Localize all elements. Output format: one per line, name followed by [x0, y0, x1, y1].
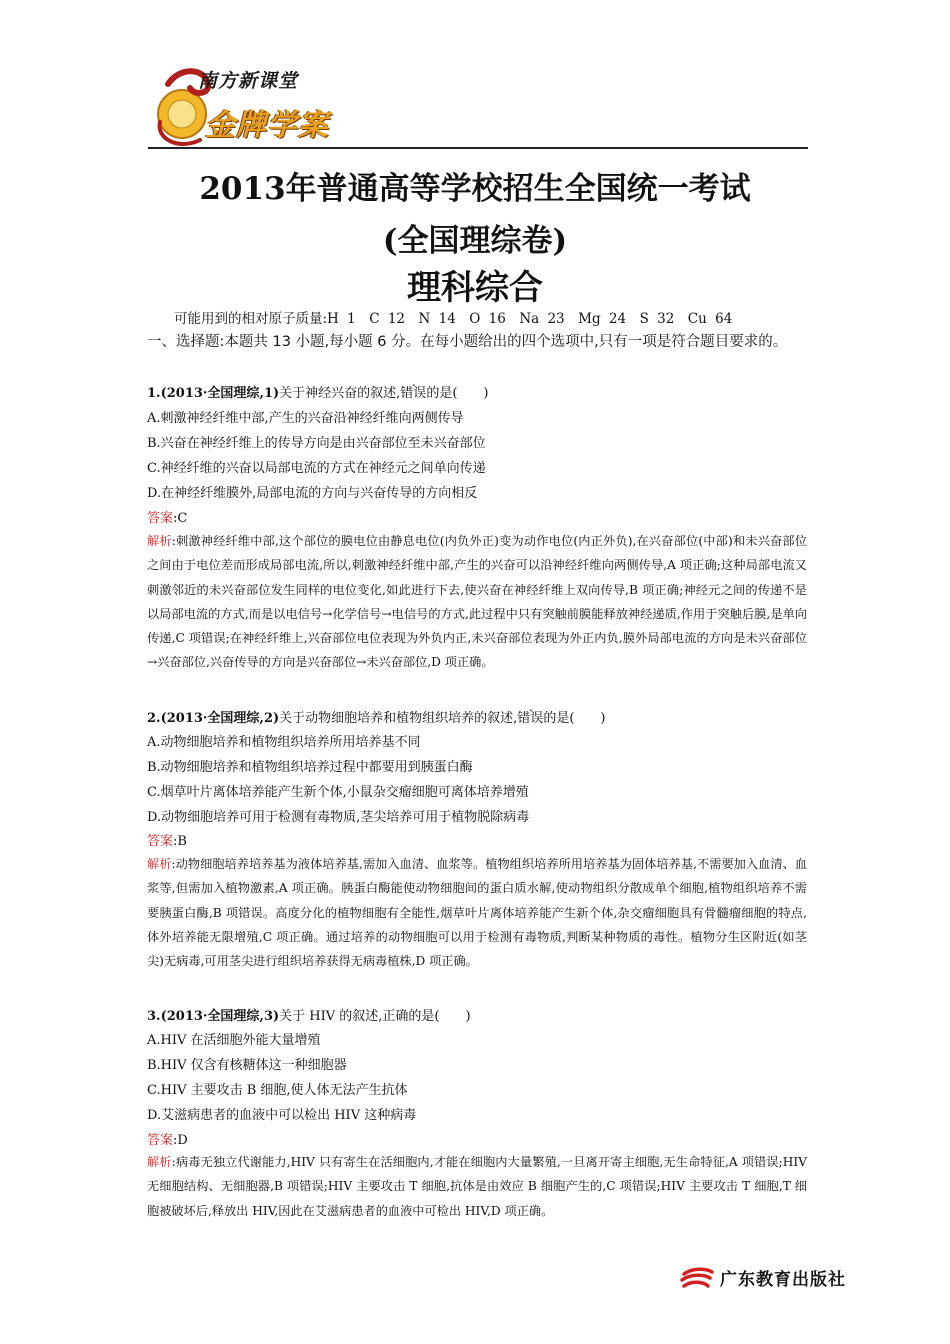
- question-2-answer: 答案:B: [147, 834, 187, 849]
- question-number: 3: [147, 1009, 157, 1024]
- question-2-option-a: A.动物细胞培养和植物组织培养所用培养基不同: [147, 735, 421, 750]
- question-2-option-d: D.动物细胞培养可用于检测有毒物质,茎尖培养可用于植物脱除病毒: [147, 810, 530, 825]
- question-source: .(2013·全国理综,2): [156, 711, 280, 726]
- question-3-option-c: C.HIV 主要攻击 B 细胞,使人体无法产生抗体: [147, 1083, 408, 1098]
- atomic-masses: 可能用到的相对原子质量:H 1 C 12 N 14 O 16 Na 23 Mg 24 S 32 Cu 64: [174, 311, 733, 327]
- header-rule: [148, 147, 808, 149]
- emphasis-dot: 错误: [400, 386, 427, 401]
- question-3-answer: 答案:D: [147, 1133, 188, 1148]
- subject-title: 理科综合: [407, 268, 543, 308]
- question-1-answer: 答案:C: [147, 511, 188, 526]
- publisher-name: 广东教育出版社: [720, 1270, 846, 1290]
- question-1-option-a: A.刺激神经纤维中部,产生的兴奋沿神经纤维向两侧传导: [147, 411, 464, 426]
- question-3-option-b: B.HIV 仅含有核糖体这一种细胞器: [147, 1058, 347, 1073]
- logo-wordmark: 金牌学案: [205, 108, 329, 143]
- question-2-option-b: B.动物细胞培养和植物组织培养过程中都要用到胰蛋白酶: [147, 760, 473, 775]
- logo-subtitle: 南方新课堂: [198, 70, 299, 92]
- section-heading: 一、选择题:本题共 13 小题,每小题 6 分。在每小题给出的四个选项中,只有一项是符合题目要求的。: [147, 334, 788, 350]
- question-number: 1: [147, 386, 157, 401]
- page-subtitle: (全国理综卷): [382, 223, 568, 259]
- question-2-option-c: C.烟草叶片离体培养能产生新个体,小鼠杂交瘤细胞可离体培养增殖: [147, 785, 529, 800]
- question-source: .(2013·全国理综,3): [156, 1009, 280, 1024]
- question-3-analysis: 解析:病毒无独立代谢能力,HIV 只有寄生在活细胞内,才能在细胞内大量繁殖,一旦离开寄主细胞,无生命特征,A 项错误;HIV 无细胞结构、无细胞器,B 项错误;HIV 主要攻击 T 细胞,抗体是由效应 B 细胞产生的,C 项错误;HIV 主要攻击 T 细胞,T 细胞被破坏后,释放出 HIV,因此在艾滋病患者的血液中可检出 HIV,D 项正确。: [147, 1155, 808, 1218]
- question-number: 2: [147, 711, 157, 726]
- question-source: .(2013·全国理综,1): [156, 386, 280, 401]
- emphasis-dot: 错误: [517, 711, 544, 726]
- question-2-stem: 2.(2013·全国理综,2)关于动物细胞培养和植物组织培养的叙述,错误的是( ): [147, 711, 606, 726]
- page-title: 2013年普通高等学校招生全国统一考试: [199, 171, 751, 207]
- question-1-option-b: B.兴奋在神经纤维上的传导方向是由兴奋部位至未兴奋部位: [147, 436, 486, 451]
- question-3-option-d: D.艾滋病患者的血液中可以检出 HIV 这种病毒: [147, 1108, 417, 1123]
- publisher-logo-icon: [680, 1266, 714, 1292]
- question-1-option-c: C.神经纤维的兴奋以局部电流的方式在神经元之间单向传递: [147, 461, 486, 476]
- question-3-stem: 3.(2013·全国理综,3)关于 HIV 的叙述,正确的是( ): [147, 1009, 471, 1024]
- question-1-analysis: 解析:刺激神经纤维中部,这个部位的膜电位由静息电位(内负外正)变为动作电位(内正外负),在兴奋部位(中部)和未兴奋部位之间由于电位差而形成局部电流,所以,刺激神经纤维中部,产生的兴奋可以沿神经纤维向两侧传导,A 项正确;这种局部电流又刺激邻近的未兴奋部位发生同样的电位变化,如此进行下去,使兴奋在神经纤维上双向传导,B 项正确;神经元之间的传递不是以局部电流的方式,而是以电信号→化学信号→电信号的方式,此过程中只有突触前膜能释放神经递质,作用于突触后膜,是单向传递,C 项错误;在神经纤维上,兴奋部位电位表现为外负内正,未兴奋部位表现为外正内负,膜外局部电流的方向是未兴奋部位→兴奋部位,兴奋传导的方向是兴奋部位→未兴奋部位,D 项正确。: [147, 534, 807, 670]
- question-2-analysis: 解析:动物细胞培养培养基为液体培养基,需加入血清、血浆等。植物组织培养所用培养基为固体培养基,不需要加入血清、血浆等,但需加入植物激素,A 项正确。胰蛋白酶能使动物细胞间的蛋白质水解,使动物组织分散成单个细胞,植物组织培养不需要胰蛋白酶,B 项错误。高度分化的植物细胞有全能性,烟草叶片离体培养能产生新个体,杂交瘤细胞具有骨髓瘤细胞的特点,体外培养能无限增殖,C 项正确。通过培养的动物细胞可以用于检测有毒物质,判断某种物质的毒性。植物分生区附近(如茎尖)无病毒,可用茎尖进行组织培养获得无病毒植株,D 项正确。: [147, 857, 808, 969]
- question-1-stem: 1.(2013·全国理综,1)关于神经兴奋的叙述,错误的是( ): [147, 386, 489, 401]
- question-1-option-d: D.在神经纤维膜外,局部电流的方向与兴奋传导的方向相反: [147, 486, 478, 501]
- question-3-option-a: A.HIV 在活细胞外能大量增殖: [147, 1033, 321, 1048]
